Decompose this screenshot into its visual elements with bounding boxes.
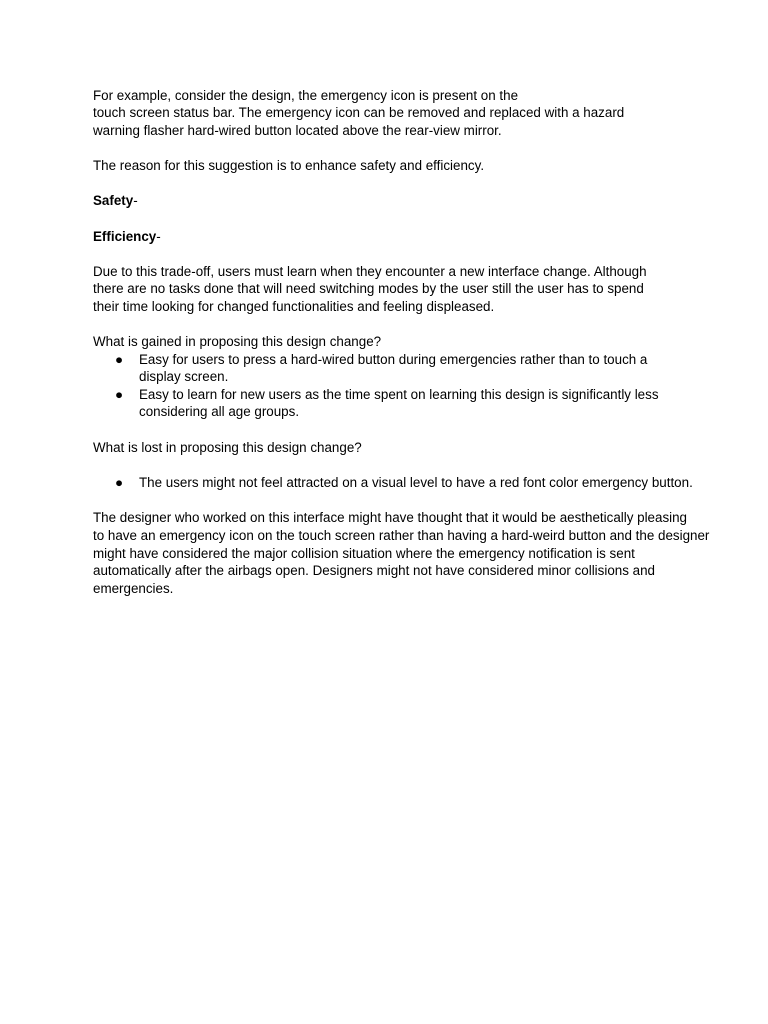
efficiency-heading-label: Efficiency — [93, 229, 157, 244]
gained-question: What is gained in proposing this design change? — [93, 334, 382, 349]
conclusion-line: The designer who worked on this interface might have thought that it would be aesthetically pleasing — [93, 510, 688, 525]
tradeoff-line: there are no tasks done that will need switching modes by the user still the user has to spend — [93, 281, 644, 296]
bullet-icon: ● — [115, 387, 124, 402]
tradeoff-line: Due to this trade-off, users must learn when they encounter a new interface change. Although — [93, 264, 647, 279]
tradeoff-line: their time looking for changed functionalities and feeling displeased. — [93, 299, 495, 314]
efficiency-heading — [93, 228, 161, 245]
bullet-icon: ● — [115, 352, 124, 367]
intro-line: touch screen status bar. The emergency icon can be removed and replaced with a hazard — [93, 105, 625, 120]
gained-item-line: Easy for users to press a hard-wired button during emergencies rather than to touch a — [139, 352, 648, 367]
lost-question: What is lost in proposing this design change? — [93, 440, 362, 455]
conclusion-line: emergencies. — [93, 581, 174, 596]
gained-item-line: considering all age groups. — [139, 404, 300, 419]
safety-heading-label: Safety — [93, 193, 134, 208]
intro-line: For example, consider the design, the emergency icon is present on the — [93, 88, 519, 103]
intro-line: warning flasher hard-wired button located above the rear-view mirror. — [93, 123, 502, 138]
gained-item-line: Easy to learn for new users as the time spent on learning this design is significantly less — [139, 387, 659, 402]
safety-heading — [93, 192, 138, 209]
conclusion-line: to have an emergency icon on the touch screen rather than having a hard-weird button and the designer — [93, 528, 710, 543]
reason-text: The reason for this suggestion is to enhance safety and efficiency. — [93, 158, 485, 173]
conclusion-line: might have considered the major collision situation where the emergency notification is sent — [93, 546, 635, 561]
lost-item-line: The users might not feel attracted on a visual level to have a red font color emergency button. — [139, 475, 693, 490]
heading-dash: - — [133, 193, 138, 208]
bullet-icon: ● — [115, 475, 124, 490]
conclusion-line: automatically after the airbags open. Designers might not have considered minor collisions and — [93, 563, 655, 578]
gained-item-line: display screen. — [139, 369, 229, 384]
heading-dash: - — [156, 229, 161, 244]
